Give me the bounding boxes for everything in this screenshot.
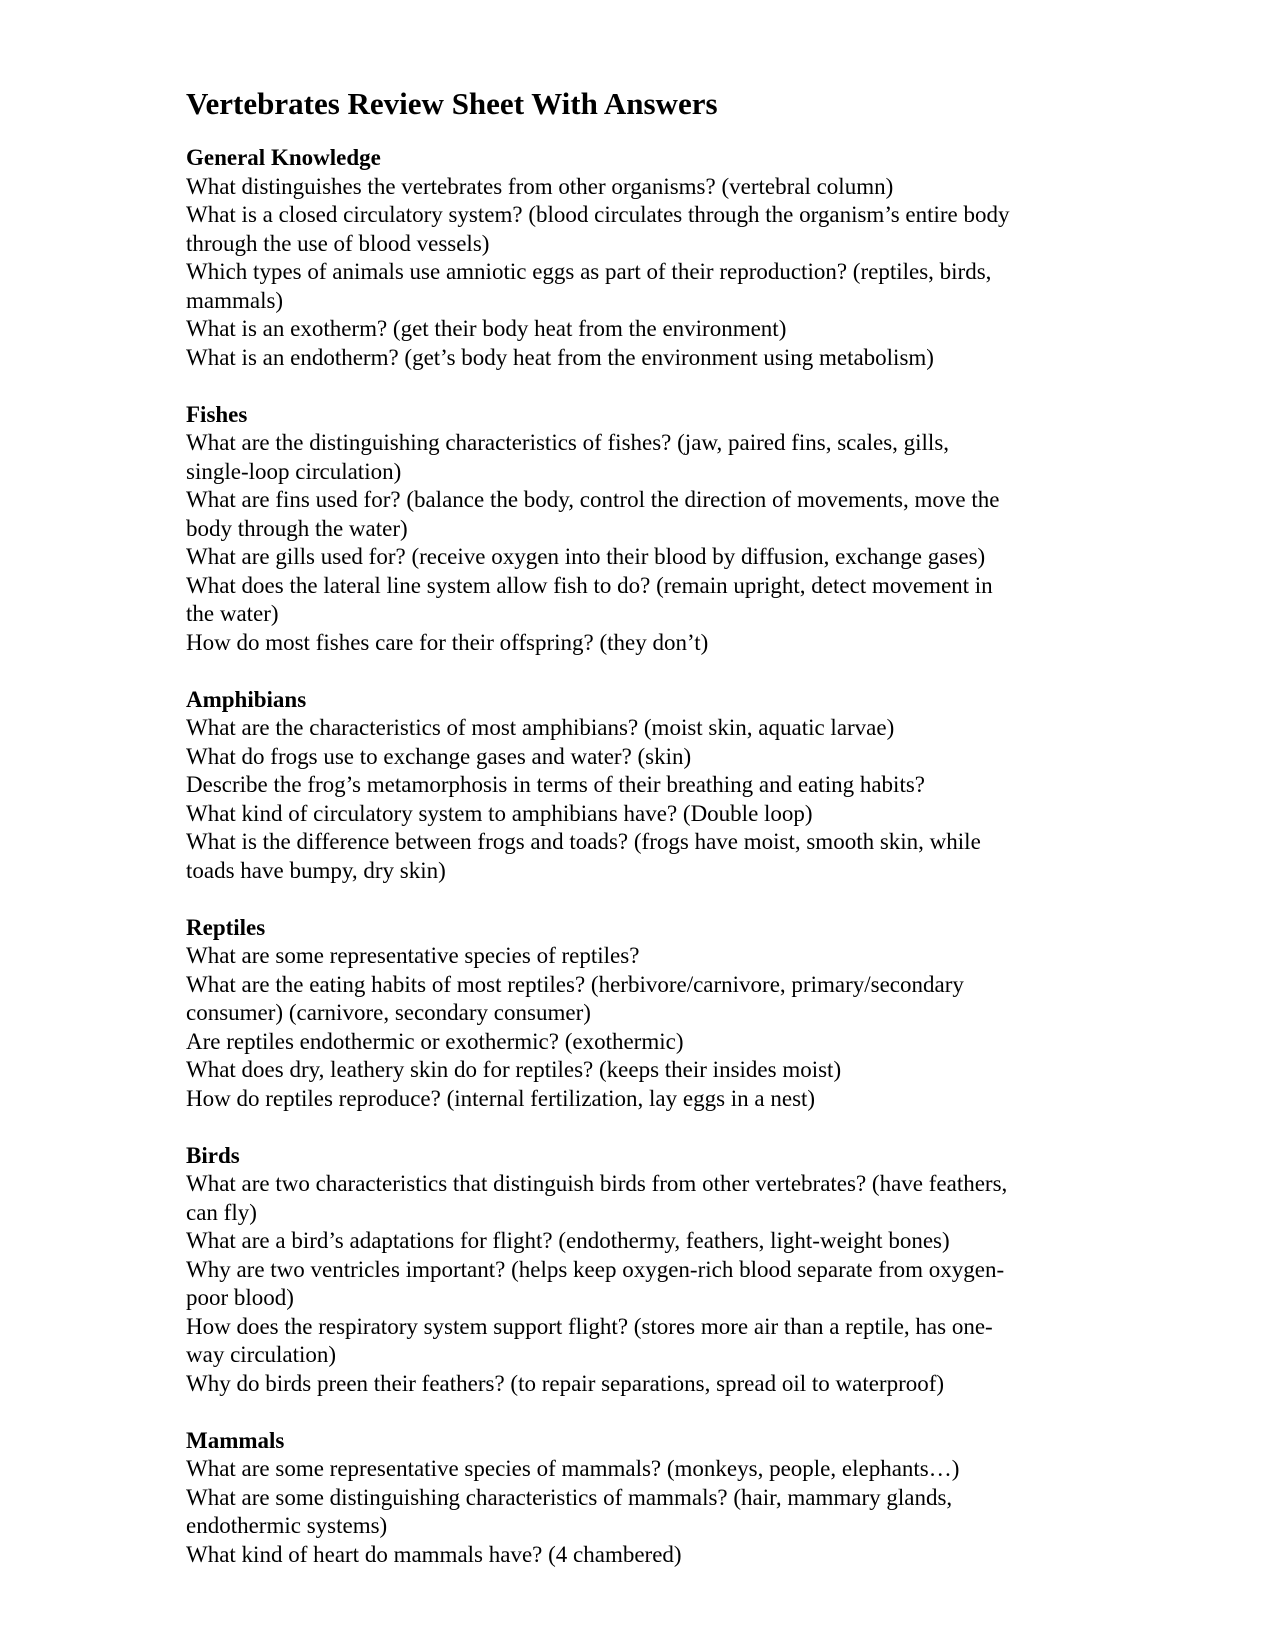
section-amphibians	[186, 686, 1086, 886]
text-line: What is an exotherm? (get their body heat from the environment)	[186, 316, 787, 341]
text-line: What kind of heart do mammals have? (4 chambered)	[186, 1541, 682, 1567]
text-line: toads have bumpy, dry skin)	[186, 857, 446, 883]
text-line: Why are two ventricles important? (helps keep oxygen-rich blood separate from oxygen-	[186, 1256, 1005, 1282]
text-line: What does the lateral line system allow fish to do? (remain upright, detect movement in	[186, 572, 993, 598]
section-lines	[186, 1455, 1086, 1569]
text-line: What kind of circulatory system to amphibians have? (Double loop)	[186, 800, 813, 826]
text-line: body through the water)	[186, 515, 408, 541]
section-lines	[186, 714, 1086, 885]
text-line: What are a bird’s adaptations for flight? (endothermy, feathers, light-weight bones)	[186, 1228, 950, 1253]
text-line: Describe the frog’s metamorphosis in terms of their breathing and eating habits?	[186, 772, 925, 797]
text-line: What are the distinguishing characteristics of fishes? (jaw, paired fins, scales, gills,	[186, 430, 950, 455]
section-lines	[186, 942, 1086, 1113]
text-line: What are some representative species of mammals? (monkeys, people, elephants…)	[186, 1456, 960, 1481]
text-line: What do frogs use to exchange gases and water? (skin)	[186, 743, 692, 769]
section-heading: Birds	[186, 1142, 240, 1168]
section-birds	[186, 1142, 1086, 1399]
text-line: What are gills used for? (receive oxygen into their blood by diffusion, exchange gases)	[186, 544, 986, 569]
text-line: way circulation)	[186, 1342, 337, 1367]
section-lines	[186, 173, 1086, 373]
text-line: endothermic systems)	[186, 1513, 388, 1538]
text-line: What does dry, leathery skin do for reptiles? (keeps their insides moist)	[186, 1057, 842, 1082]
section-fishes	[186, 401, 1086, 658]
text-line: What distinguishes the vertebrates from other organisms? (vertebral column)	[186, 173, 894, 199]
section-lines	[186, 1170, 1086, 1398]
text-line: What are fins used for? (balance the body, control the direction of movements, move the	[186, 487, 1000, 512]
section-mammals	[186, 1427, 1086, 1570]
text-line: What is a closed circulatory system? (blood circulates through the organism’s entire body	[186, 202, 1010, 227]
section-lines	[186, 429, 1086, 657]
document-page	[186, 84, 1086, 1598]
text-line: poor blood)	[186, 1285, 294, 1310]
text-line: Which types of animals use amniotic eggs as part of their reproduction? (reptiles, birds,	[186, 259, 992, 284]
section-heading: Amphibians	[186, 686, 307, 712]
text-line: How do reptiles reproduce? (internal fertilization, lay eggs in a nest)	[186, 1085, 816, 1111]
text-line: How do most fishes care for their offspring? (they don’t)	[186, 629, 709, 655]
text-line: What are the characteristics of most amphibians? (moist skin, aquatic larvae)	[186, 715, 895, 740]
text-line: How does the respiratory system support flight? (stores more air than a reptile, has one-	[186, 1313, 993, 1339]
text-line: What is the difference between frogs and toads? (frogs have moist, smooth skin, while	[186, 829, 981, 854]
text-line: through the use of blood vessels)	[186, 230, 490, 256]
text-line: What are some representative species of reptiles?	[186, 943, 640, 968]
section-general-knowledge	[186, 144, 1086, 372]
section-reptiles	[186, 914, 1086, 1114]
text-line: Why do birds preen their feathers? (to repair separations, spread oil to waterproof)	[186, 1370, 945, 1396]
text-line: consumer) (carnivore, secondary consumer)	[186, 1000, 591, 1025]
section-heading: Mammals	[186, 1427, 285, 1453]
text-line: single-loop circulation)	[186, 458, 402, 484]
text-line: Are reptiles endothermic or exothermic? (exothermic)	[186, 1028, 684, 1054]
document-title: Vertebrates Review Sheet With Answers	[186, 86, 718, 121]
text-line: What are two characteristics that distinguish birds from other vertebrates? (have feathers,	[186, 1171, 1008, 1196]
text-line: the water)	[186, 601, 279, 626]
text-line: mammals)	[186, 287, 284, 313]
section-heading: General Knowledge	[186, 145, 381, 170]
section-heading: Reptiles	[186, 914, 266, 940]
text-line: What are some distinguishing characteristics of mammals? (hair, mammary glands,	[186, 1484, 953, 1510]
text-line: can fly)	[186, 1199, 257, 1225]
section-heading: Fishes	[186, 401, 248, 427]
text-line: What are the eating habits of most reptiles? (herbivore/carnivore, primary/secondary	[186, 971, 964, 997]
text-line: What is an endotherm? (get’s body heat from the environment using metabolism)	[186, 344, 934, 370]
